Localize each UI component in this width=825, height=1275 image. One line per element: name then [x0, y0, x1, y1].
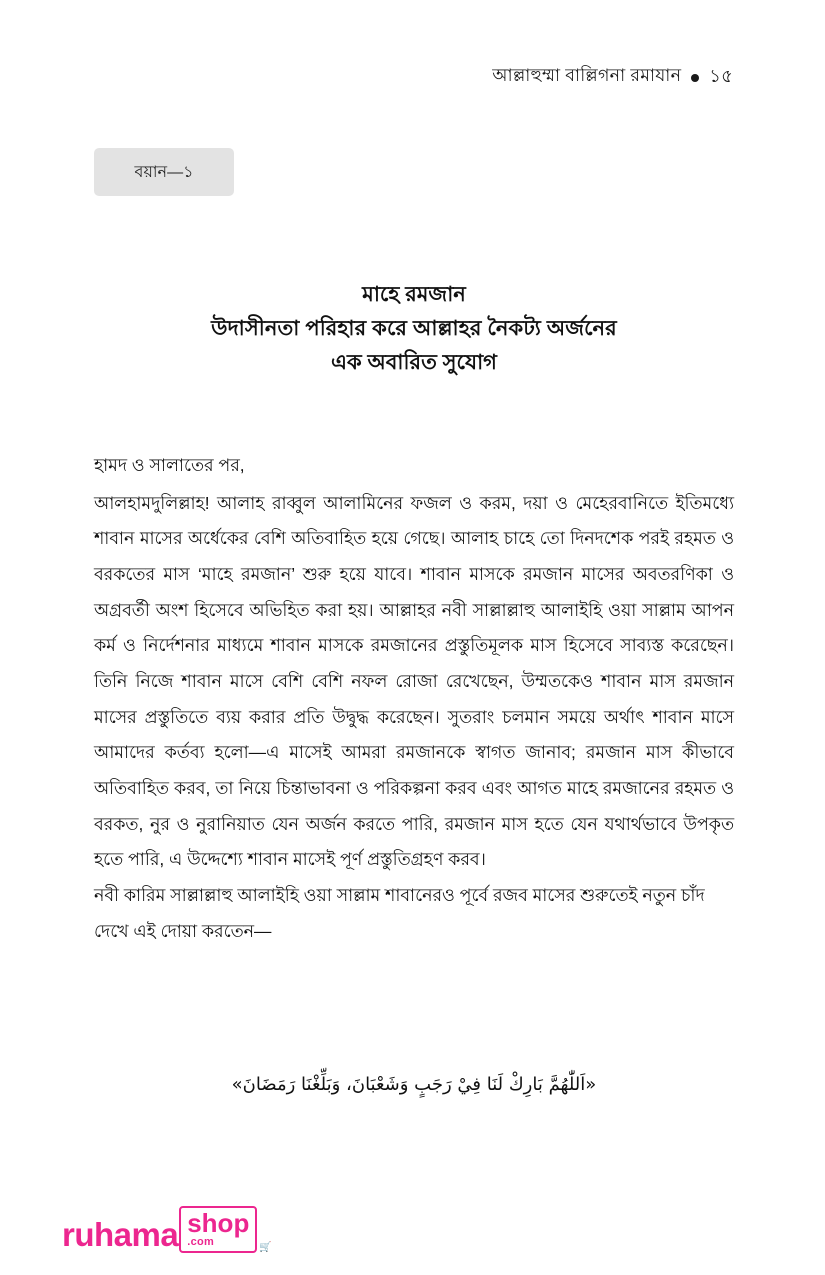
header-title: আল্লাহুম্মা বাল্লিগনা রমাযান	[492, 65, 682, 85]
watermark-box	[179, 1206, 257, 1253]
body-greeting: হামদ ও সালাতের পর,	[94, 455, 245, 475]
watermark-brand: ruhama	[62, 1216, 179, 1253]
bullet-dot-icon	[691, 74, 699, 82]
article-title-line-1: মাহে রমজান	[362, 283, 466, 306]
section-tag-label: বয়ান—১	[134, 163, 194, 181]
article-title-line-2: উদাসীনতা পরিহার করে আল্লাহর নৈকট্য অর্জনের	[211, 317, 617, 341]
watermark-domain-text: .com	[187, 1236, 215, 1248]
arabic-dua: «اَللّٰهُمَّ بَارِكْ لَنَا فِيْ رَجَبٍ وَشَعْبَانَ، وَبَلِّغْنَا رَمَضَانَ»	[231, 1074, 597, 1095]
article-body	[94, 448, 734, 949]
section-tag	[94, 148, 234, 196]
article-title-line-3: এক অবারিত সুযোগ	[331, 351, 497, 375]
page-header	[492, 62, 733, 93]
page-number: ১৫	[709, 66, 733, 86]
watermark-shop-text: shop	[187, 1208, 250, 1238]
watermark-logo	[62, 1206, 272, 1253]
article-title	[94, 278, 734, 380]
body-paragraph-1: আলহামদুলিল্লাহ! আলাহ রাব্বুল আলামিনের ফজল ও করম, দয়া ও মেহেরবানিতে ইতিমধ্যে শাবান মাসের অর্ধেকের বেশি অতিবাহিত হয়ে গেছে। আলাহ চাহে তো দিনদশেক পরই রহমত ও বরকতের মাস ‘মাহে রমজান’ শুরু হয়ে যাবে। শাবান মাসকে রমজান মাসের অবতরণিকা ও অগ্রবর্তী অংশ হিসেবে অভিহিত করা হয়। আল্লাহর নবী সাল্লাল্লাহু আলাইহি ওয়া সাল্লাম আপন কর্ম ও নির্দেশনার মাধ্যমে শাবান মাসকে রমজানের প্রস্তুতিমূলক মাস হিসেবে সাব্যস্ত করেছেন। তিনি নিজে শাবান মাসে বেশি বেশি নফল রোজা রেখেছেন, উম্মতকেও শাবান মাস রমজান মাসের প্রস্তুতিতে ব্যয় করার প্রতি উদ্বুদ্ধ করেছেন। সুতরাং চলমান সময়ে অর্থাৎ শাবান মাসে আমাদের কর্তব্য হলো—এ মাসেই আমরা রমজানকে স্বাগত জানাব; রমজান মাস কীভাবে অতিবাহিত করব, তা নিয়ে চিন্তাভাবনা ও পরিকল্পনা করব এবং আগত মাহে রমজানের রহমত ও বরকত, নুর ও নুরানিয়াত যেন অর্জন করতে পারি, রমজান মাস হতে যেন যথার্থভাবে উপকৃত হতে পারি, এ উদ্দেশ্যে শাবান মাসেই পূর্ণ প্রস্তুতিগ্রহণ করব।	[94, 492, 734, 870]
shopping-cart-icon: 🛒	[259, 1242, 272, 1253]
body-paragraph-2: নবী কারিম সাল্লাল্লাহু আলাইহি ওয়া সাল্লাম শাবানেরও পূর্বে রজব মাসের শুরুতেই নতুন চাঁদ দেখে এই দোয়া করতেন—	[94, 885, 705, 941]
